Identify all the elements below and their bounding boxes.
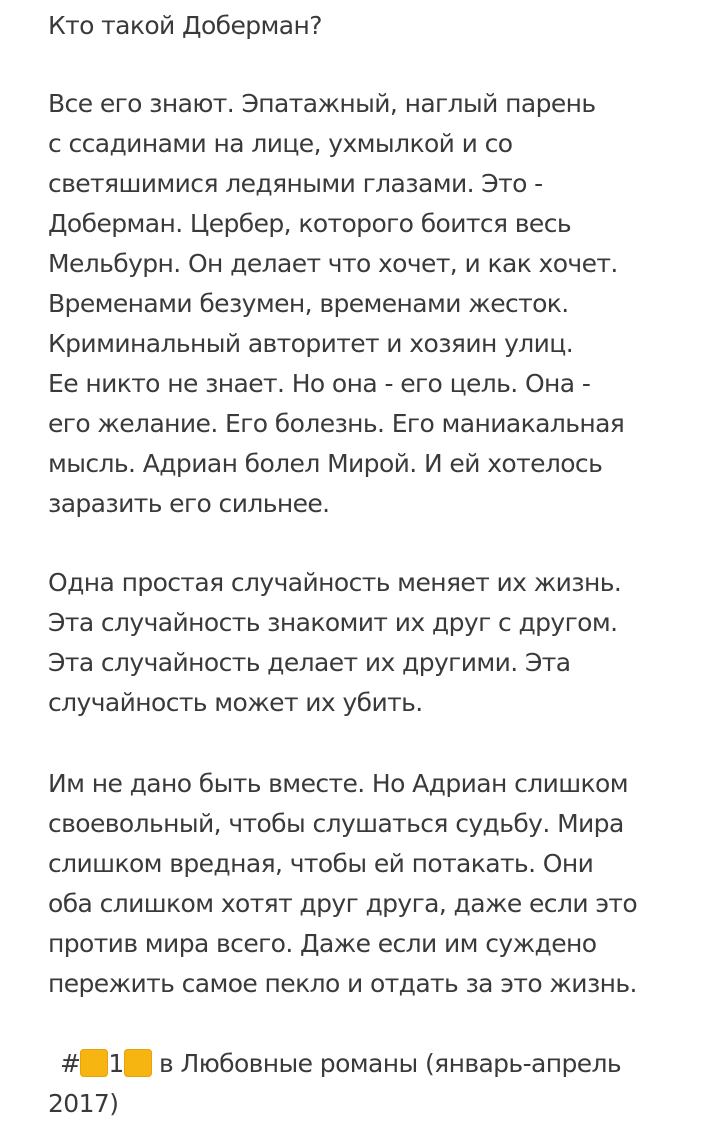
text-line: с ссадинами на лице, ухмылкой и со bbox=[48, 129, 513, 158]
document-title: Кто такой Доберман? bbox=[48, 11, 322, 40]
hash-symbol: # bbox=[60, 1049, 81, 1078]
rank-line bbox=[60, 1044, 621, 1084]
text-line: против мира всего. Даже если им суждено bbox=[48, 929, 597, 958]
text-line: светяшимися ледяными глазами. Это - bbox=[48, 169, 543, 198]
text-line: Им не дано быть вместе. Но Адриан слишком bbox=[48, 769, 628, 798]
rank-category: в Любовные романы (январь-апрель bbox=[151, 1049, 622, 1078]
text-line: Временами безумен, временами жесток. bbox=[48, 289, 569, 318]
text-line: своевольный, чтобы слушаться судьбу. Мира bbox=[48, 809, 624, 838]
text-line: Мельбурн. Он делает что хочет, и как хочет. bbox=[48, 249, 618, 278]
text-line: Ее никто не знает. Но она - его цель. Она - bbox=[48, 369, 591, 398]
text-line: пережить самое пекло и отдать за это жизнь. bbox=[48, 969, 637, 998]
orange-square-emoji-icon bbox=[80, 1049, 108, 1077]
text-line: оба слишком хотят друг друга, даже если это bbox=[48, 889, 638, 918]
orange-square-emoji-icon bbox=[124, 1049, 152, 1077]
text-line: слишком вредная, чтобы ей потакать. Они bbox=[48, 849, 594, 878]
text-line: Криминальный авторитет и хозяин улиц. bbox=[48, 329, 574, 358]
text-line: его желание. Его болезнь. Его маниакальная bbox=[48, 409, 625, 438]
text-line: Одна простая случайность меняет их жизнь. bbox=[48, 568, 622, 597]
rank-number: 1 bbox=[108, 1049, 124, 1078]
text-line: Эта случайность делает их другими. Эта bbox=[48, 648, 571, 677]
text-line: Эта случайность знакомит их друг с другом. bbox=[48, 608, 618, 637]
text-line: заразить его сильнее. bbox=[48, 489, 330, 518]
text-line: случайность может их убить. bbox=[48, 688, 423, 717]
text-line: Все его знают. Эпатажный, наглый парень bbox=[48, 89, 596, 118]
text-line: Доберман. Цербер, которого боится весь bbox=[48, 209, 571, 238]
rank-year: 2017) bbox=[48, 1089, 119, 1118]
text-line: мысль. Адриан болел Мирой. И ей хотелось bbox=[48, 449, 603, 478]
